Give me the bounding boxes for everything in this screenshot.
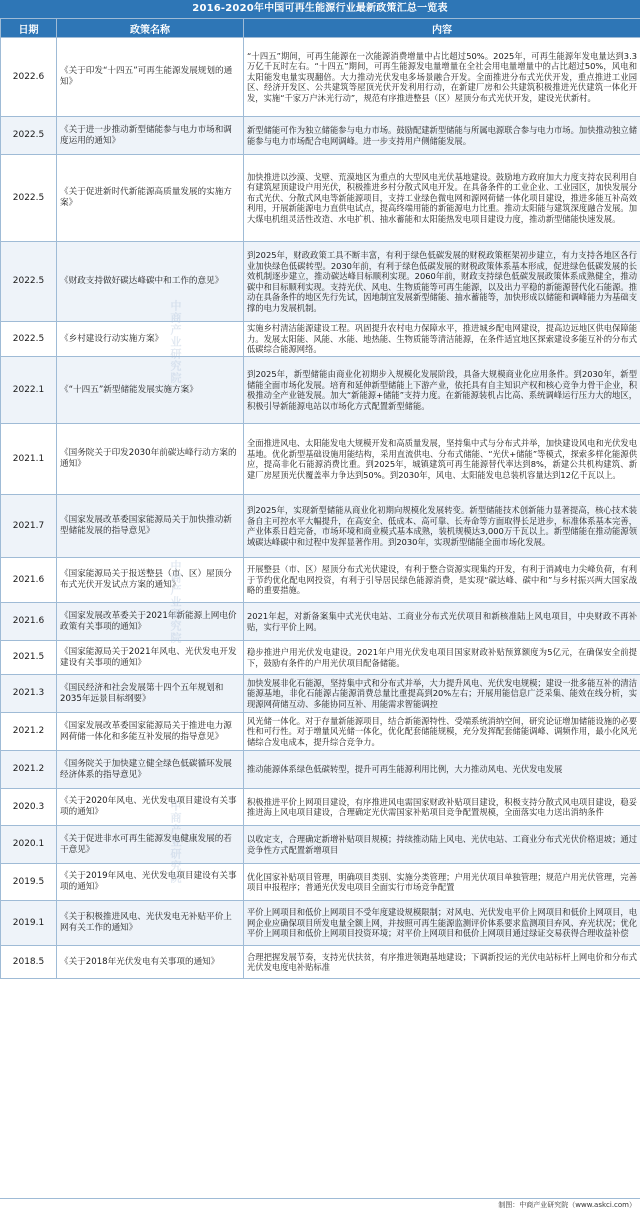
row-policy-name: 《关于促进非水可再生能源发电健康发展的若干意见》 [57, 826, 244, 864]
row-content: 积极推进平价上网项目建设，有序推进风电需国家财政补贴项目建设，积极支持分散式风电项目建设，稳妥推进海上风电项目建设，合理确定光伏需国家补贴项目竞争配置规模，全面落实电力送出消纳条件 [244, 789, 640, 826]
row-policy-name: 《财政支持做好碳达峰碳中和工作的意见》 [57, 242, 244, 322]
row-policy-name: 《国家发展改革委国家能源局关于推进电力源网荷储一体化和多能互补发展的指导意见》 [57, 713, 244, 751]
row-content: 新型储能可作为独立储能参与电力市场。鼓励配建新型储能与所属电源联合参与电力市场。加快推动独立储能参与电力市场配合电网调峰。进一步支持用户侧储能发展。 [244, 117, 640, 155]
watermark-top: 中商产业研究院 [169, 300, 182, 384]
row-content: “十四五”期间，可再生能源在一次能源消费增量中占比超过50%。2025年，可再生能源年发电量达到3.3万亿千瓦时左右。“十四五”期间，可再生能源发电量增量在全社会用电量增量中的占比超过50%，风电和太阳能发电量实现翻倍。大力推动光伏发电多场景融合开发。全面推进分布式光伏开发，重点推进工业园区、经济开发区、公共建筑等屋顶光伏开发利用行动，在新建厂房和公共建筑积极推进光伏建筑一体化开发，实施“千家万户沐光行动”，规范有序推进整县（区）屋顶分布式光伏开发，建设光伏新村。 [244, 38, 640, 117]
row-content: 优化国家补贴项目管理，明确项目类别、实施分类管理；户用光伏项目单独管理；规范户用光伏管理，完善项目申报程序；普通光伏发电项目全面实行市场竞争配置 [244, 864, 640, 901]
row-content: 2021年起，对新备案集中式光伏电站、工商业分布式光伏项目和新核准陆上风电项目，中央财政不再补贴，实行平价上网。 [244, 603, 640, 641]
header-date: 日期 [1, 19, 57, 38]
row-policy-name: 《关于积极推进风电、光伏发电无补贴平价上网有关工作的通知》 [57, 901, 244, 946]
table-row [1, 901, 640, 946]
row-policy-name: 《乡村建设行动实施方案》 [57, 322, 244, 357]
row-date: 2021.6 [1, 558, 57, 603]
source-footer: 制图：中商产业研究院（www.askci.com） [0, 1198, 640, 1212]
table-row [1, 357, 640, 424]
row-policy-name: 《关于2019年风电、光伏发电项目建设有关事项的通知》 [57, 864, 244, 901]
row-date: 2021.7 [1, 495, 57, 558]
row-content: 加快发展非化石能源，坚持集中式和分布式并举，大力提升风电、光伏发电规模；建设一批多能互补的清洁能源基地，非化石能源占能源消费总量比重提高到20%左右；开展用能信息广泛采集、能效在线分析，实现源网荷储互动、多能协同互补、用能需求智能调控 [244, 675, 640, 713]
row-policy-name: 《国家能源局关于2021年风电、光伏发电开发建设有关事项的通知》 [57, 641, 244, 675]
row-date: 2022.5 [1, 155, 57, 242]
table-row [1, 751, 640, 789]
header-content: 内容 [244, 19, 640, 38]
row-policy-name: 《关于印发“十四五”可再生能源发展规划的通知》 [57, 38, 244, 117]
table-row [1, 946, 640, 979]
row-policy-name: 《关于促进新时代新能源高质量发展的实施方案》 [57, 155, 244, 242]
row-date: 2021.5 [1, 641, 57, 675]
row-policy-name: 《关于2018年光伏发电有关事项的通知》 [57, 946, 244, 979]
table-row [1, 641, 640, 675]
row-date: 2019.1 [1, 901, 57, 946]
table-row [1, 603, 640, 641]
policy-table [0, 18, 640, 979]
row-policy-name: 《关于2020年风电、光伏发电项目建设有关事项的通知》 [57, 789, 244, 826]
row-content: 风光储一体化。对于存量新能源项目，结合新能源特性、受端系统消纳空间，研究论证增加储能设施的必要性和可行性。对于增量风光储一体化，优化配套储能规模，充分发挥配套储能调峰、调频作用，最小化风光储综合发电成本，提升综合竞争力。 [244, 713, 640, 751]
row-date: 2021.2 [1, 751, 57, 789]
row-date: 2020.3 [1, 789, 57, 826]
table-row [1, 713, 640, 751]
table-row [1, 117, 640, 155]
row-policy-name: 《国家能源局关于报送整县（市、区）屋顶分布式光伏开发试点方案的通知》 [57, 558, 244, 603]
row-policy-name: 《国务院关于加快建立健全绿色低碳循环发展经济体系的指导意见》 [57, 751, 244, 789]
table-row [1, 789, 640, 826]
row-date: 2021.3 [1, 675, 57, 713]
row-content: 平价上网项目和低价上网项目不受年度建设规模限制；对风电、光伏发电平价上网项目和低价上网项目，电网企业应确保项目所发电量全额上网，并按照可再生能源监测评价体系要求监测项目弃风、弃光状况；优化平价上网项目和低价上网项目投资环境；对平价上网项目和低价上网项目通过绿证交易获得合理收益补偿 [244, 901, 640, 946]
row-date: 2021.6 [1, 603, 57, 641]
row-policy-name: 《国家发展改革委关于2021年新能源上网电价政策有关事项的通知》 [57, 603, 244, 641]
row-content: 以收定支，合理确定新增补贴项目规模；持续推动陆上风电、光伏电站、工商业分布式光伏价格退坡；通过竞争性方式配置新增项目 [244, 826, 640, 864]
watermark-middle: 中商产业研究院 [169, 560, 182, 644]
header-name: 政策名称 [57, 19, 244, 38]
row-date: 2021.2 [1, 713, 57, 751]
row-date: 2022.6 [1, 38, 57, 117]
row-content: 到2025年，实现新型储能从商业化初期向规模化发展转变。新型储能技术创新能力显著提高，核心技术装备自主可控水平大幅提升，在高安全、低成本、高可靠、长寿命等方面取得长足进步，标准体系基本完善，产业体系日趋完备，市场环境和商业模式基本成熟，装机规模达3,000万千瓦以上。新型储能在推动能源领域碳达峰碳中和过程中发挥显著作用。到2030年，实现新型储能全面市场化发展。 [244, 495, 640, 558]
row-policy-name: 《国务院关于印发2030年前碳达峰行动方案的通知》 [57, 424, 244, 495]
table-row [1, 826, 640, 864]
row-policy-name: 《“十四五”新型储能发展实施方案》 [57, 357, 244, 424]
row-date: 2022.5 [1, 242, 57, 322]
table-row [1, 424, 640, 495]
row-policy-name: 《国民经济和社会发展第十四个五年规划和2035年远景目标纲要》 [57, 675, 244, 713]
row-date: 2019.5 [1, 864, 57, 901]
row-content: 推动能源体系绿色低碳转型，提升可再生能源利用比例，大力推动风电、光伏发电发展 [244, 751, 640, 789]
row-policy-name: 《关于进一步推动新型储能参与电力市场和调度运用的通知》 [57, 117, 244, 155]
row-date: 2022.5 [1, 117, 57, 155]
table-title: 2016-2020年中国可再生能源行业最新政策汇总一览表 [0, 0, 640, 18]
row-content: 加快推进以沙漠、戈壁、荒漠地区为重点的大型风电光伏基地建设。鼓励地方政府加大力度支持农民利用自有建筑屋顶建设户用光伏，积极推进乡村分散式风电开发。在具备条件的工业企业、工业园区，加快发展分布式光伏、分散式风电等新能源项目，支持工业绿色微电网和源网荷储一体化项目建设，推进多能互补高效利用，开展新能源电力直供电试点，提高终端用能的新能源电力比重。推动太阳能与建筑深度融合发展。加大煤电机组灵活性改造、水电扩机、抽水蓄能和太阳能热发电项目建设力度，推动新型储能快速发展。 [244, 155, 640, 242]
row-content: 到2025年，新型储能由商业化初期步入规模化发展阶段，具备大规模商业化应用条件。到2030年，新型储能全面市场化发展。培育和延伸新型储能上下游产业，依托具有自主知识产权和核心竞争力骨干企业，积极推动全产业链发展。加大“新能源+储能”支持力度。在新能源装机占比高、系统调峰运行压力大的地区，积极引导新能源电站以市场化方式配置新型储能。 [244, 357, 640, 424]
row-content: 全面推进风电、太阳能发电大规模开发和高质量发展，坚持集中式与分布式并举，加快建设风电和光伏发电基地。优化新型基础设施用能结构，采用直流供电、分布式储能、“光伏+储能”等模式，探索多样化能源供应，提高非化石能源消费比重。到2025年，城镇建筑可再生能源替代率达到8%，新建公共机构建筑、新建厂房屋顶光伏覆盖率力争达到50%。到2030年，风电、太阳能发电总装机容量达到12亿千瓦以上。 [244, 424, 640, 495]
header-row [1, 19, 640, 38]
table-row [1, 322, 640, 357]
table-row [1, 38, 640, 117]
table-row [1, 558, 640, 603]
row-content: 开展整县（市、区）屋顶分布式光伏建设，有利于整合资源实现集约开发，有利于消减电力尖峰负荷，有利于节约优化配电网投资，有利于引导居民绿色能源消费，是实现“碳达峰、碳中和”与乡村振兴两大国家战略的重要措施。 [244, 558, 640, 603]
row-content: 实施乡村清洁能源建设工程。巩固提升农村电力保障水平，推进城乡配电网建设，提高边远地区供电保障能力。发展太阳能、风能、水能、地热能、生物质能等清洁能源，在条件适宜地区探索建设多能互补的分布式低碳综合能源网络。 [244, 322, 640, 357]
table-row [1, 675, 640, 713]
row-content: 合理把握发展节奏，支持光伏扶贫，有序推进领跑基地建设；下调新投运的光伏电站标杆上网电价和分布式光伏发电度电补贴标准 [244, 946, 640, 979]
row-date: 2020.1 [1, 826, 57, 864]
row-content: 稳步推进户用光伏发电建设。2021年户用光伏发电项目国家财政补贴预算额度为5亿元，在确保安全前提下，鼓励有条件的户用光伏项目配备储能。 [244, 641, 640, 675]
table-row [1, 495, 640, 558]
row-content: 到2025年，财政政策工具不断丰富，有利于绿色低碳发展的财税政策框架初步建立，有力支持各地区各行业加快绿色低碳转型。2030年前，有利于绿色低碳发展的财税政策体系基本形成，促进绿色低碳发展的长效机制逐步建立，推动碳达峰目标顺利实现。2060年前，财政支持绿色低碳发展政策体系成熟健全，推动碳中和目标顺利实现。支持光伏、风电、生物质能等可再生能源，以及出力平稳的新能源替代化石能源。推动在具备条件的地区先行先试，因地制宜发展新型储能、抽水蓄能等，加快形成以储能和调峰能力为基础支撑的电力发展机制。 [244, 242, 640, 322]
row-date: 2022.5 [1, 322, 57, 357]
row-policy-name: 《国家发展改革委国家能源局关于加快推动新型储能发展的指导意见》 [57, 495, 244, 558]
table-row [1, 864, 640, 901]
row-date: 2018.5 [1, 946, 57, 979]
watermark-bottom: 中商产业研究院 [169, 800, 182, 884]
row-date: 2022.1 [1, 357, 57, 424]
row-date: 2021.1 [1, 424, 57, 495]
table-row [1, 155, 640, 242]
table-row [1, 242, 640, 322]
